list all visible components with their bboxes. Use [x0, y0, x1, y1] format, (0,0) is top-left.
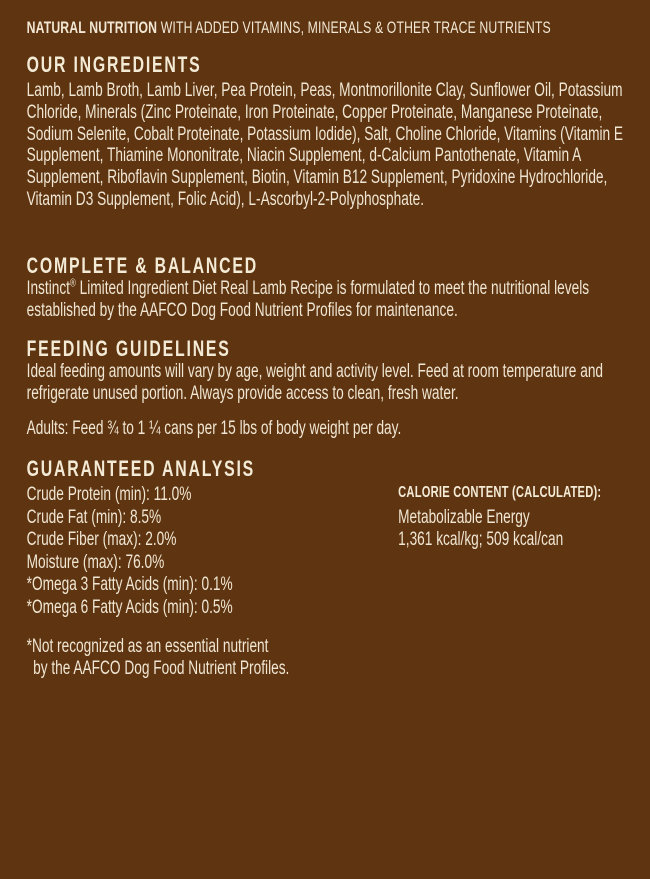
analysis-row-omega-6: [27, 597, 233, 620]
analysis-row-crude-fat: [27, 507, 233, 530]
analysis-row-crude-protein: [27, 484, 233, 507]
analysis-row-moisture: [27, 552, 233, 575]
analysis-name: Crude Fat (min):: [26, 506, 127, 528]
analysis-value: 11.0%: [153, 484, 192, 505]
brand-name: Instinct: [26, 278, 70, 299]
ingredients-paragraph: Lamb, Lamb Broth, Lamb Liver, Pea Protein, Peas, Montmorillonite Clay, Sunflower Oil, Potassium Chloride, Minerals (Zinc Proteinate, Iron Proteinate, Copper Proteinate, Manganese Proteinate, Sodium Selenite, Cobalt Proteinate, Potassium Iodide), Salt, Choline Chloride, Vitamins (Vitamin E Supplement, Thiamine Mononitrate, Niacin Supplement, d-Calcium Pantothenate, Vitamin A Supplement, Riboflavin Supplement, Biotin, Vitamin B12 Supplement, Pyridoxine Hydrochloride, Vitamin D3 Supplement, Folic Acid), L-Ascorbyl-2-Polyphosphate.: [26, 80, 624, 210]
guaranteed-analysis-heading: GUARANTEED ANALYSIS: [26, 456, 256, 481]
analysis-name: *Omega 6 Fatty Acids (min):: [26, 596, 198, 618]
analysis-value: 76.0%: [125, 551, 165, 573]
feeding-guidelines-paragraph: Ideal feeding amounts will vary by age, weight and activity level. Feed at room temperature and refrigerate unused portion. Always provide access to clean, fresh water.: [26, 361, 604, 404]
complete-balanced-heading: COMPLETE & BALANCED: [26, 253, 258, 278]
footnote-line: *Not recognized as an essential nutrient: [26, 636, 269, 657]
calorie-content-heading: CALORIE CONTENT (CALCULATED):: [398, 484, 602, 501]
calorie-content-block: [398, 482, 601, 551]
guaranteed-analysis-list: [27, 484, 233, 619]
analysis-value: 2.0%: [145, 529, 177, 550]
analysis-value: 0.1%: [201, 574, 233, 595]
analysis-name: Crude Protein (min):: [26, 484, 150, 505]
analysis-row-crude-fiber: [27, 529, 233, 552]
analysis-name: Moisture (max):: [26, 551, 122, 573]
calorie-values: 1,361 kcal/kg; 509 kcal/can: [398, 528, 564, 550]
analysis-row-omega-3: [27, 574, 233, 597]
registered-trademark-symbol: ®: [69, 277, 76, 290]
adults-feeding-amount: Adults: Feed ¾ to 1 ¼ cans per 15 lbs of body weight per day.: [26, 418, 402, 439]
tagline-emphasis: NATURAL NUTRITION: [26, 18, 158, 37]
analysis-name: Crude Fiber (max):: [26, 529, 142, 550]
analysis-name: *Omega 3 Fatty Acids (min):: [26, 574, 198, 595]
footnote-line: by the AAFCO Dog Food Nutrient Profiles.: [33, 657, 290, 679]
complete-balanced-text: Limited Ingredient Diet Real Lamb Recipe is formulated to meet the nutritional levels established by the AAFCO Dog Food Nutrient Profiles for maintenance.: [26, 278, 590, 321]
tagline: [27, 18, 551, 38]
tagline-rest: WITH ADDED VITAMINS, MINERALS & OTHER TRACE NUTRIENTS: [160, 18, 551, 37]
our-ingredients-heading: OUR INGREDIENTS: [26, 52, 202, 77]
complete-balanced-paragraph: [27, 278, 630, 322]
feeding-guidelines-heading: FEEDING GUIDELINES: [26, 336, 231, 361]
metabolizable-energy-label: Metabolizable Energy: [398, 507, 530, 528]
aafco-footnote: [27, 636, 290, 680]
analysis-value: 0.5%: [201, 596, 233, 618]
analysis-value: 8.5%: [130, 506, 162, 528]
